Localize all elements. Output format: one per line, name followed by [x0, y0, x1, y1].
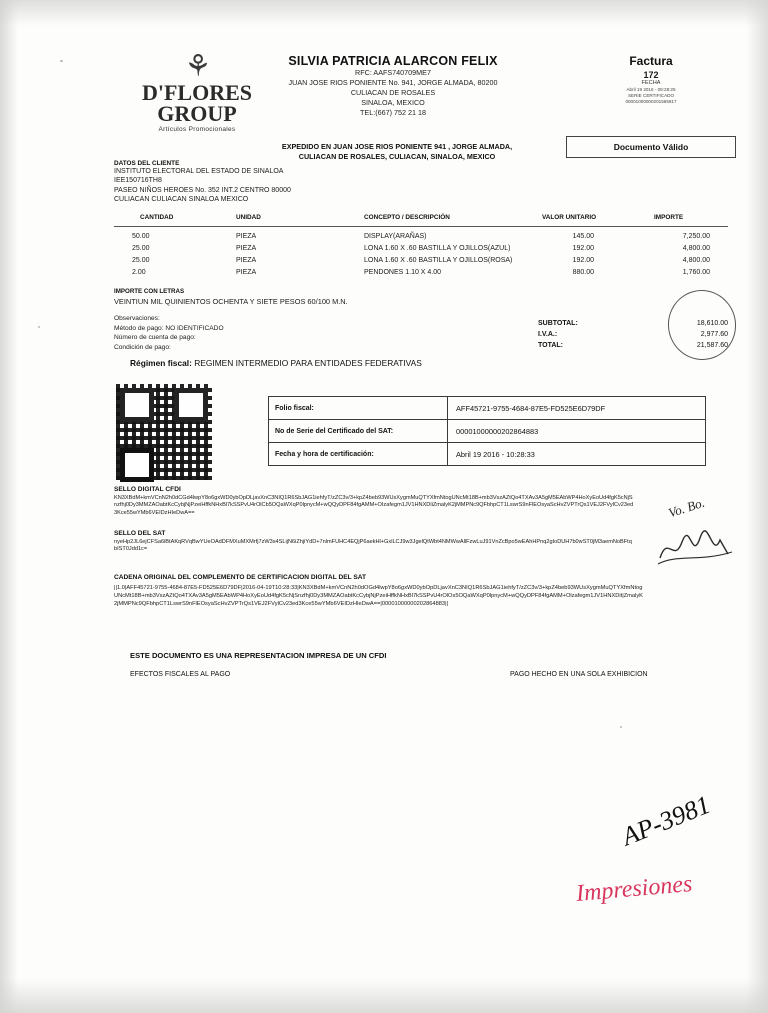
fiscal-label: No de Serie del Certificado del SAT:	[269, 420, 448, 442]
fiscal-label: Folio fiscal:	[269, 397, 448, 419]
expedido-line1: EXPEDIDO EN JUAN JOSE RIOS PONIENTE 941 , JORGE ALMADA,	[281, 142, 513, 151]
column-header-valor-unitario: VALOR UNITARIO	[542, 214, 597, 221]
flower-icon: ⚘	[184, 50, 210, 83]
payment-method: Método de pago: NO IDENTIFICADO	[114, 324, 224, 332]
issuer-address3: SINALOA, MEXICO	[361, 98, 425, 107]
fiscal-value: 00001000000202864883	[456, 426, 539, 436]
issuer-rfc: RFC: AAFS740709ME7	[355, 68, 431, 77]
items-table-header	[114, 214, 728, 227]
single-payment-note: PAGO HECHO EN UNA SOLA EXHIBICION	[510, 671, 648, 678]
scan-shadow-bottom	[0, 979, 768, 1013]
client-header: DATOS DEL CLIENTE	[114, 160, 180, 167]
payment-account: Número de cuenta de pago:	[114, 334, 196, 342]
fiscal-effects-note: EFECTOS FISCALES AL PAGO	[130, 671, 231, 678]
tax-regime-label: Régimen fiscal:	[130, 358, 192, 368]
amount-in-words	[114, 288, 494, 306]
column-header-importe: IMPORTE	[654, 214, 684, 221]
cell-cantidad: 50.00	[132, 233, 150, 240]
fiscal-label: Fecha y hora de certificación:	[269, 443, 448, 465]
total-value: 18,610.00	[696, 320, 728, 327]
cell-valor-unitario: 145.00	[572, 233, 594, 240]
cell-valor-unitario: 192.00	[572, 245, 594, 252]
handwritten-signature	[656, 524, 736, 570]
cell-importe: 1,760.00	[682, 269, 710, 276]
issuer-name: SILVIA PATRICIA ALARCON FELIX	[288, 54, 498, 68]
table-row	[269, 443, 705, 465]
logo-name-line1: D'FLORES	[141, 80, 253, 105]
total-label: TOTAL:	[538, 342, 564, 349]
table-row	[114, 245, 728, 257]
scan-speck	[60, 60, 63, 62]
client-address: PASEO NIÑOS HEROES No. 352 INT.2 CENTRO 80000	[114, 186, 291, 194]
table-row	[114, 233, 728, 245]
tax-regime-value: REGIMEN INTERMEDIO PARA ENTIDADES FEDERATIVAS	[194, 358, 422, 368]
tax-regime	[130, 358, 422, 368]
table-row	[114, 257, 728, 269]
total-value: 21,587.60	[696, 342, 728, 349]
invoice-title: Factura	[629, 54, 673, 68]
logo-tagline: Artículos Promocionales	[158, 126, 236, 133]
cell-valor-unitario: 192.00	[572, 257, 594, 264]
expedido-line2: CULIACAN DE ROSALES, CULIACAN, SINALOA, MEXICO	[298, 152, 496, 161]
fiscal-value: Abril 19 2016 - 10:28:33	[456, 449, 535, 459]
handwritten-vobo: Vo. Bo.	[666, 494, 707, 521]
company-logo	[132, 52, 262, 144]
cell-unidad: PIEZA	[236, 245, 257, 252]
cadena-body: ||1.0|AFF45721-9755-4684-87E5-FD525E6D79DF|2016-04-19T10:28:33|KN3XBdM+kmVCnN2h0dOGd4lwpY8o6gxWD0ybOpDLjavXnC3NIQ1R6SbJAG1iehfyT/zZC3v/3+kpZ4beb93WUsXygmMuQTYXfmNtogUNcMt18B+mb3VszAZtQo4TXAv3A5gM5EAbWP4HoXyEoUd4fgK5cNjSnzfhj0Dy3MMZAOabtKcCybjNjPzeiHffkNHxBl7kSSPvU4rOlOs5OQaWXqP0lpnycM+wQQyDPF84fgAMM+Olzafegm1JV1HNXDit|ZmalyK2jMMPNc9QFbhpCT1LswrS9nFlEOsyaScHvZVPTrQs1VEJ2FVylCv23ed3Kce55wYMb6VEIDzHIeDwA==|00001000000202864883||	[114, 585, 643, 607]
issuer-address1: JUAN JOSE RIOS PONIENTE No. 941, JORGE ALMADA, 80200	[288, 78, 498, 87]
cell-unidad: PIEZA	[236, 233, 257, 240]
total-label: SUBTOTAL:	[538, 320, 578, 327]
seal-sat-body: nyeHp2JL6ejCFSa6iBtAKqRVqBwYUeOAdDFMXuMXMrfj7zW3s4SLijN6iZhjiYdD+7nlmFUHC4EQjP6aekHl+GxlLCJ9w3JgelQtWbt4NMWwAllFzwLuJ91VnZcBpo5wEAhHPnq2gIoDUH7b0wST0jM3aemNoBFtqbIST0Jdd1c=	[114, 539, 632, 553]
column-header-concepto: CONCEPTO / DESCRIPCIÓN	[364, 214, 450, 221]
scan-speck	[38, 326, 40, 328]
payment-condition: Condición de pago:	[114, 343, 171, 351]
logo-name-line2: GROUP	[157, 101, 237, 126]
invoice-document	[20, 26, 748, 981]
handwritten-ap-code: AP-3981	[617, 789, 715, 852]
cell-valor-unitario: 880.00	[572, 269, 594, 276]
client-city: CULIACAN CULIACAN SINALOA MEXICO	[114, 196, 249, 204]
scan-shadow-left	[0, 0, 18, 1013]
fiscal-info-table	[268, 396, 706, 466]
cell-cantidad: 25.00	[132, 245, 150, 252]
cell-concepto: PENDONES 1.10 X 4.00	[364, 269, 442, 276]
cell-cantidad: 25.00	[132, 257, 150, 264]
cell-concepto: LONA 1.60 X .60 BASTILLA Y OJILLOS(ROSA)	[364, 257, 513, 264]
cell-importe: 4,800.00	[682, 245, 710, 252]
table-row	[269, 420, 705, 443]
cadena-title: CADENA ORIGINAL DEL COMPLEMENTO DE CERTIFICACION DIGITAL DEL SAT	[114, 574, 367, 581]
invoice-serie-label: SERIE CERTIFICADO	[627, 93, 675, 98]
cell-cantidad: 2.00	[132, 269, 146, 276]
table-row	[269, 397, 705, 420]
handwritten-note: Impresiones	[575, 870, 694, 908]
total-label: I.V.A.:	[538, 331, 558, 338]
scan-shadow-right	[746, 0, 768, 1013]
original-chain-block	[114, 574, 644, 608]
issuer-block	[258, 54, 528, 118]
valid-document-badge: Documento Válido	[566, 136, 736, 158]
invoice-date-label: FECHA	[641, 80, 661, 86]
fiscal-value: AFF45721-9755-4684-87E5-FD525E6D79DF	[456, 403, 606, 413]
column-header-unidad: UNIDAD	[236, 214, 261, 221]
printed-representation-note: ESTE DOCUMENTO ES UNA REPRESENTACION IMPRESA DE UN CFDI	[130, 651, 387, 660]
seal-cfdi-title: SELLO DIGITAL CFDI	[114, 486, 181, 493]
cell-unidad: PIEZA	[236, 257, 257, 264]
scan-shadow-top	[0, 0, 768, 26]
observations-block	[114, 314, 494, 352]
handwritten-ellipse-mark	[661, 284, 742, 367]
invoice-serie-value: 00001000000201565917	[625, 99, 677, 104]
qr-finder-bottom-left	[120, 448, 154, 482]
digital-seal-cfdi	[114, 486, 634, 517]
items-table	[114, 214, 728, 281]
table-row	[114, 269, 728, 281]
invoice-number: 172	[643, 70, 659, 80]
cell-importe: 7,250.00	[682, 233, 710, 240]
invoice-meta	[580, 54, 722, 105]
observations-title: Observaciones:	[114, 315, 160, 322]
cell-unidad: PIEZA	[236, 269, 257, 276]
issued-at-block	[252, 142, 542, 162]
client-block	[114, 160, 534, 205]
amount-words-header: IMPORTE CON LETRAS	[114, 288, 185, 295]
invoice-date-value: Abril 19 2016 - 09:28:25	[626, 87, 676, 92]
cell-concepto: LONA 1.60 X .60 BASTILLA Y OJILLOS(AZUL)	[364, 245, 511, 252]
client-name: INSTITUTO ELECTORAL DEL ESTADO DE SINALOA	[114, 168, 284, 175]
amount-words-text: VEINTIUN MIL QUINIENTOS OCHENTA Y SIETE PESOS 60/100 M.N.	[114, 297, 348, 306]
cell-importe: 4,800.00	[682, 257, 710, 264]
issuer-address2: CULIACAN DE ROSALES	[350, 88, 436, 97]
column-header-cantidad: CANTIDAD	[140, 214, 174, 221]
client-rfc: IEE150716TH8	[114, 177, 162, 185]
issuer-phone: TEL:(667) 752 21 18	[360, 108, 426, 117]
seal-cfdi-body: KN3XBdM+kmVCnN2h0dCGd4lwpY8o6gxWD0ybOpDLjavXnC3NIQ1R6SbJAG1iehfyT/zZC3v/3+kpZ4beb93WUsXygmMuQTYXfmNtogUNcMt18B+mb3VszAZtQo4TXAv3A5gM5EAbWP4HoXyEoUd4fgK5cNjSnzfhj0Dy3MMZAOabtKcCybjNjPzeiHffkNHxBl7kSSPvU4rOlCb5OQaWXqP0lpnycM+wQQyDPF84fgAMM+OIzafegm1JV1HNXDliZmalyK2jMMPNc9QFbhpCT1LswrS9nFlEOsyaScHvZVPTrQs1VEJ2FVylCv23ed3Kce55wYMb6VEIDzHIeDwA==	[114, 495, 634, 516]
digital-seal-sat	[114, 530, 634, 554]
scan-speck	[620, 726, 622, 728]
cell-concepto: DISPLAY(ARAÑAS)	[364, 233, 427, 240]
seal-sat-title: SELLO DEL SAT	[114, 530, 166, 537]
total-value: 2,977.60	[700, 331, 728, 338]
